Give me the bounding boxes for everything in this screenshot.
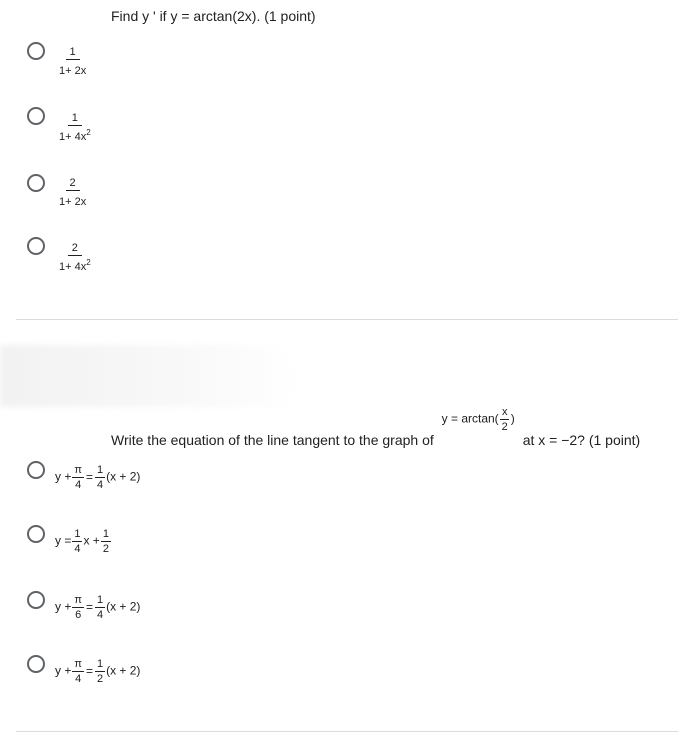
prompt-text-after: at x = −2? (1 point) bbox=[522, 432, 641, 449]
numerator: x bbox=[501, 406, 508, 418]
q1-option-3-answer bbox=[54, 177, 91, 208]
numerator: 2 bbox=[68, 242, 82, 256]
close-paren: ) bbox=[510, 411, 515, 426]
q2-option-4-answer bbox=[55, 658, 140, 685]
question-1-prompt: Find y ' if y = arctan(2x). (1 point) bbox=[111, 8, 316, 24]
q2-option-3-answer bbox=[55, 594, 140, 621]
denominator bbox=[55, 60, 90, 77]
denominator: 2 bbox=[102, 543, 109, 555]
denominator: 6 bbox=[75, 609, 82, 621]
q2-option-1-radio[interactable] bbox=[27, 461, 45, 479]
denominator bbox=[55, 256, 95, 273]
exponent: 2 bbox=[86, 128, 91, 137]
numerator: 1 bbox=[96, 594, 104, 606]
q2-option-4-radio[interactable] bbox=[27, 655, 45, 673]
fraction bbox=[55, 177, 90, 208]
q1-option-2-radio[interactable] bbox=[27, 107, 45, 125]
q1-option-4-radio[interactable] bbox=[27, 237, 45, 255]
denominator: 2 bbox=[96, 673, 104, 685]
fraction bbox=[500, 406, 510, 433]
equals: = bbox=[85, 469, 93, 484]
lhs-text: y + bbox=[55, 599, 72, 614]
fraction bbox=[95, 594, 105, 621]
q2-option-2-answer bbox=[55, 528, 112, 555]
rhs-text: (x + 2) bbox=[106, 469, 141, 484]
numerator: 1 bbox=[74, 528, 81, 540]
fraction bbox=[95, 464, 105, 491]
fraction bbox=[72, 464, 84, 491]
numerator: 1 bbox=[102, 528, 109, 540]
denominator: 4 bbox=[75, 479, 82, 491]
denominator-text: 1+ 2x bbox=[59, 196, 87, 208]
fraction bbox=[55, 46, 90, 77]
fraction bbox=[72, 594, 84, 621]
lhs-text: y + bbox=[55, 663, 72, 678]
denominator bbox=[55, 126, 95, 143]
lhs-text: y = bbox=[55, 533, 72, 548]
q2-option-1-answer bbox=[55, 464, 140, 491]
fraction bbox=[72, 528, 82, 555]
denominator-text: 1+ 4x bbox=[59, 261, 87, 273]
denominator: 4 bbox=[75, 673, 82, 685]
fraction bbox=[95, 658, 105, 685]
image-smudge bbox=[0, 345, 300, 407]
fraction bbox=[55, 242, 95, 273]
denominator: 2 bbox=[501, 421, 508, 433]
denominator-text: 1+ 2x bbox=[59, 65, 87, 77]
equals: = bbox=[85, 599, 93, 614]
lhs-text: y + bbox=[55, 469, 72, 484]
numerator: π bbox=[74, 594, 82, 606]
q2-option-3-radio[interactable] bbox=[27, 591, 45, 609]
q1-option-2-answer bbox=[54, 112, 96, 143]
denominator: 4 bbox=[96, 609, 104, 621]
q1-option-3-radio[interactable] bbox=[27, 174, 45, 192]
denominator bbox=[55, 191, 90, 208]
prompt-text-before: Write the equation of the line tangent to the graph of bbox=[111, 432, 434, 449]
numerator: π bbox=[74, 464, 82, 476]
q2-option-2-radio[interactable] bbox=[27, 525, 45, 543]
section-divider bbox=[16, 731, 678, 732]
section-divider bbox=[16, 319, 678, 320]
function-expression bbox=[442, 406, 515, 433]
middle-text: x + bbox=[83, 533, 100, 548]
equals: = bbox=[85, 663, 93, 678]
numerator: 2 bbox=[66, 177, 80, 191]
numerator: 1 bbox=[66, 46, 80, 60]
q1-option-1-answer bbox=[54, 46, 91, 77]
numerator: 1 bbox=[96, 464, 104, 476]
denominator-text: 1+ 4x bbox=[59, 131, 87, 143]
q1-option-1-radio[interactable] bbox=[27, 42, 45, 60]
function-label: y = arctan( bbox=[441, 411, 499, 426]
question-2-prompt bbox=[111, 406, 641, 449]
exponent: 2 bbox=[86, 258, 91, 267]
numerator: 1 bbox=[96, 658, 104, 670]
numerator: 1 bbox=[68, 112, 82, 126]
denominator: 4 bbox=[96, 479, 104, 491]
rhs-text: (x + 2) bbox=[106, 663, 141, 678]
fraction bbox=[72, 658, 84, 685]
fraction bbox=[101, 528, 111, 555]
denominator: 4 bbox=[74, 543, 81, 555]
rhs-text: (x + 2) bbox=[106, 599, 141, 614]
q1-option-4-answer bbox=[54, 242, 96, 273]
fraction bbox=[55, 112, 95, 143]
numerator: π bbox=[74, 658, 82, 670]
